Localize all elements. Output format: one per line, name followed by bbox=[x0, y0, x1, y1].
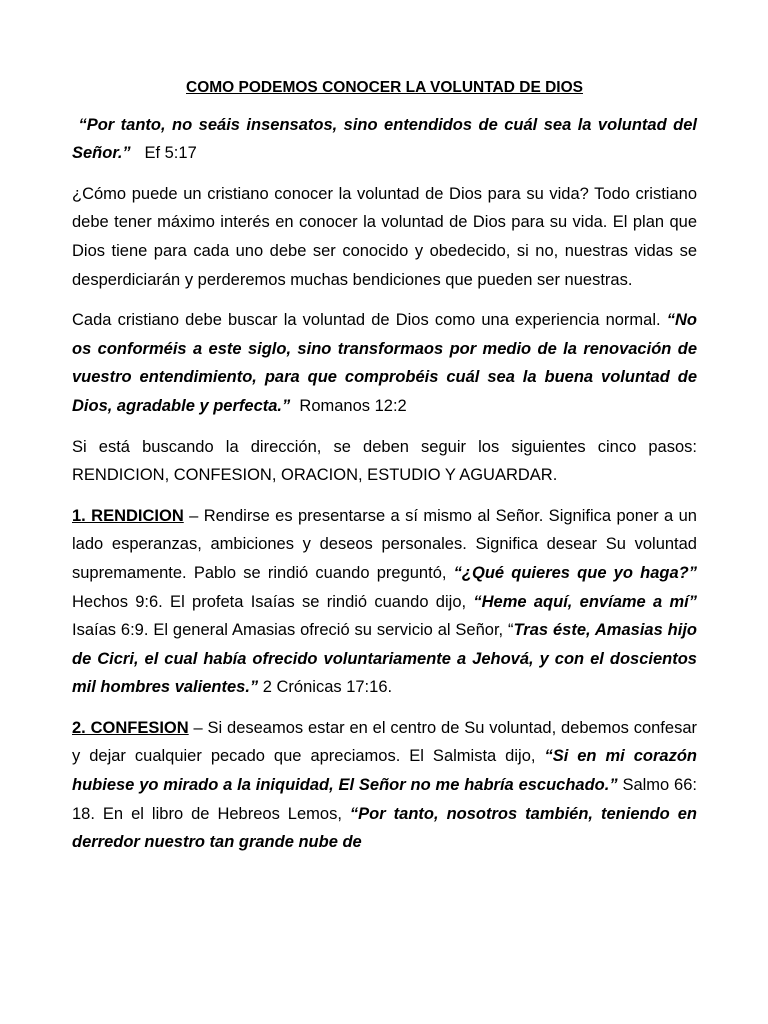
section-rendicion-heading: 1. RENDICION bbox=[72, 506, 184, 525]
paragraph-1: ¿Cómo puede un cristiano conocer la voluntad de Dios para su vida? Todo cristiano debe tener máximo interés en conocer la voluntad de Dios para su vida. El plan que Dios tiene para cada uno debe ser conocido y obedecido, si no, nuestras vidas se desperdiciarán y perderemos muchas bendiciones que pueden ser nuestras. bbox=[72, 184, 697, 289]
section-confesion-text-1: – Si deseamos estar en el centro de Su voluntad, debemos confesar y dejar cualquier pecado que apreciamos. El Salmista dijo, bbox=[72, 718, 697, 766]
intro-quote: “Por tanto, no seáis insensatos, sino entendidos de cuál sea la voluntad del Señor.” bbox=[72, 115, 697, 163]
document-title: COMO PODEMOS CONOCER LA VOLUNTAD DE DIOS bbox=[186, 79, 583, 96]
paragraph-2-quote: “No os conforméis a este siglo, sino transformaos por medio de la renovación de vuestro entendimiento, para que comprobéis cuál sea la buena voluntad de Dios, agradable y perfecta.” bbox=[72, 311, 697, 415]
section-rendicion-text-3: Isaías 6:9. El general Amasias ofreció su servicio al Señor, “ bbox=[72, 621, 514, 640]
intro-verse bbox=[72, 111, 697, 168]
section-rendicion bbox=[72, 502, 697, 702]
section-confesion-heading: 2. CONFESION bbox=[72, 718, 189, 737]
section-rendicion-quote-3: Tras éste, Amasias hijo de Cicri, el cual había ofrecido voluntariamente a Jehová, y con el doscientos mil hombres valientes.” bbox=[72, 621, 697, 697]
section-rendicion-text-1: – Rendirse es presentarse a sí mismo al Señor. Significa poner a un lado esperanzas, ambiciones y deseos personales. Significa desear Su voluntad supremamente. Pablo se rindió cuando preguntó, bbox=[72, 506, 697, 582]
section-rendicion-text-2: Hechos 9:6. El profeta Isaías se rindió cuando dijo, bbox=[72, 592, 467, 611]
section-rendicion-quote-2: “Heme aquí, envíame a mí” bbox=[473, 592, 697, 611]
paragraph-2-text: Cada cristiano debe buscar la voluntad de Dios como una experiencia normal. bbox=[72, 311, 661, 330]
section-confesion-quote-2: “Por tanto, nosotros también, teniendo en derredor nuestro tan grande nube de bbox=[72, 804, 697, 852]
section-confesion bbox=[72, 714, 697, 857]
section-confesion-text-2: Salmo 66: 18. En el libro de Hebreos Lemos, bbox=[72, 776, 697, 823]
paragraph-3: Si está buscando la dirección, se deben seguir los siguientes cinco pasos: RENDICION, CONFESION, ORACION, ESTUDIO Y AGUARDAR. bbox=[72, 437, 697, 485]
section-rendicion-text-4: 2 Crónicas 17:16. bbox=[262, 678, 393, 697]
section-rendicion-quote-1: “¿Qué quieres que yo haga?” bbox=[453, 563, 697, 582]
paragraph-2 bbox=[72, 306, 697, 420]
paragraph-2-ref: Romanos 12:2 bbox=[299, 396, 407, 415]
intro-ref: Ef 5:17 bbox=[144, 144, 197, 163]
section-confesion-quote-1: “Si en mi corazón hubiese yo mirado a la iniquidad, El Señor no me habría escuchado.” bbox=[72, 747, 697, 795]
document-page bbox=[72, 74, 697, 869]
